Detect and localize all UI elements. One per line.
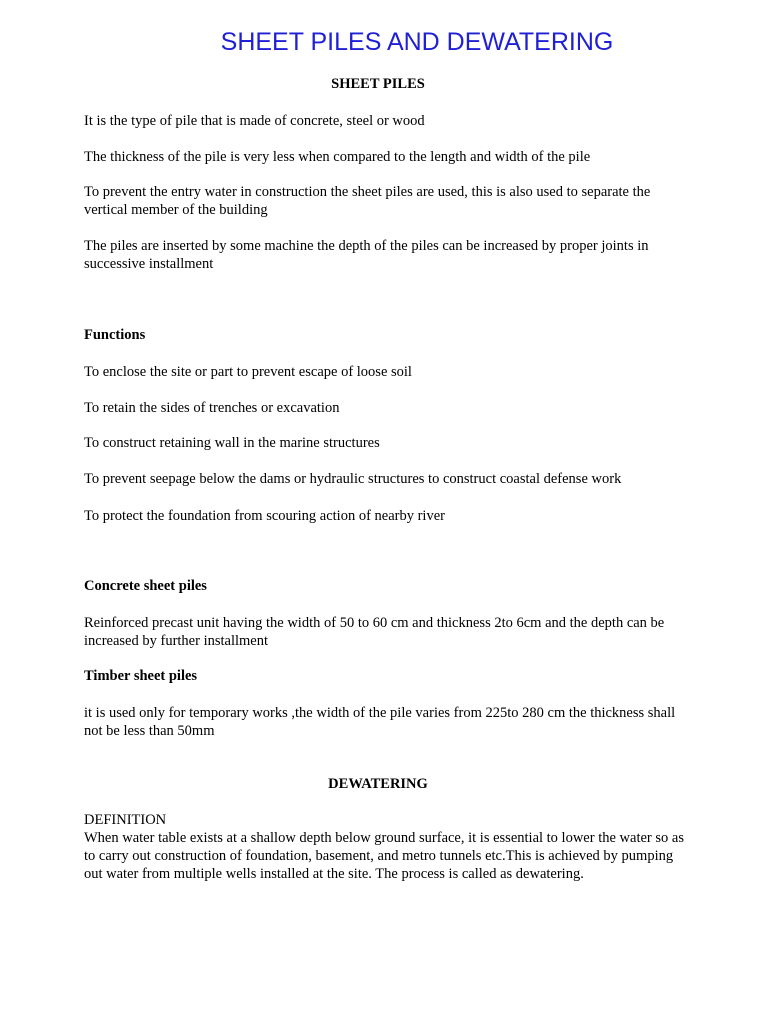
sheet-piles-paragraph-4: The piles are inserted by some machine the depth of the piles can be increased by proper joints in successive installment (84, 238, 649, 272)
timber-sheet-piles-text: it is used only for temporary works ,the width of the pile varies from 225to 280 cm the thickness shall not be less than 50mm (84, 705, 676, 739)
sheet-piles-heading: SHEET PILES (331, 76, 425, 92)
function-item-5: To protect the foundation from scouring action of nearby river (84, 508, 445, 524)
function-item-1: To enclose the site or part to prevent escape of loose soil (84, 364, 412, 380)
concrete-sheet-piles-heading: Concrete sheet piles (84, 578, 207, 594)
dewatering-definition-text: When water table exists at a shallow depth below ground surface, it is essential to lower the water so as to carry out construction of foundation, basement, and metro tunnels etc.This is achieved by pumping out water from multiple wells installed at the site. The process is called as dewatering. (84, 830, 684, 882)
concrete-sheet-piles-text: Reinforced precast unit having the width of 50 to 60 cm and thickness 2to 6cm and the depth can be increased by further installment (84, 615, 665, 649)
functions-heading: Functions (84, 327, 146, 343)
document-title: SHEET PILES AND DEWATERING (220, 28, 614, 56)
function-item-4: To prevent seepage below the dams or hydraulic structures to construct coastal defense work (84, 471, 622, 487)
dewatering-heading: DEWATERING (328, 776, 428, 792)
sheet-piles-paragraph-2: The thickness of the pile is very less when compared to the length and width of the pile (84, 149, 591, 165)
function-item-3: To construct retaining wall in the marine structures (84, 435, 380, 451)
dewatering-definition-label: DEFINITION (84, 812, 167, 828)
timber-sheet-piles-heading: Timber sheet piles (84, 668, 198, 684)
sheet-piles-paragraph-3: To prevent the entry water in construction the sheet piles are used, this is also used to separate the vertical member of the building (84, 184, 651, 218)
function-item-2: To retain the sides of trenches or excavation (84, 400, 340, 416)
sheet-piles-paragraph-1: It is the type of pile that is made of concrete, steel or wood (84, 113, 425, 129)
